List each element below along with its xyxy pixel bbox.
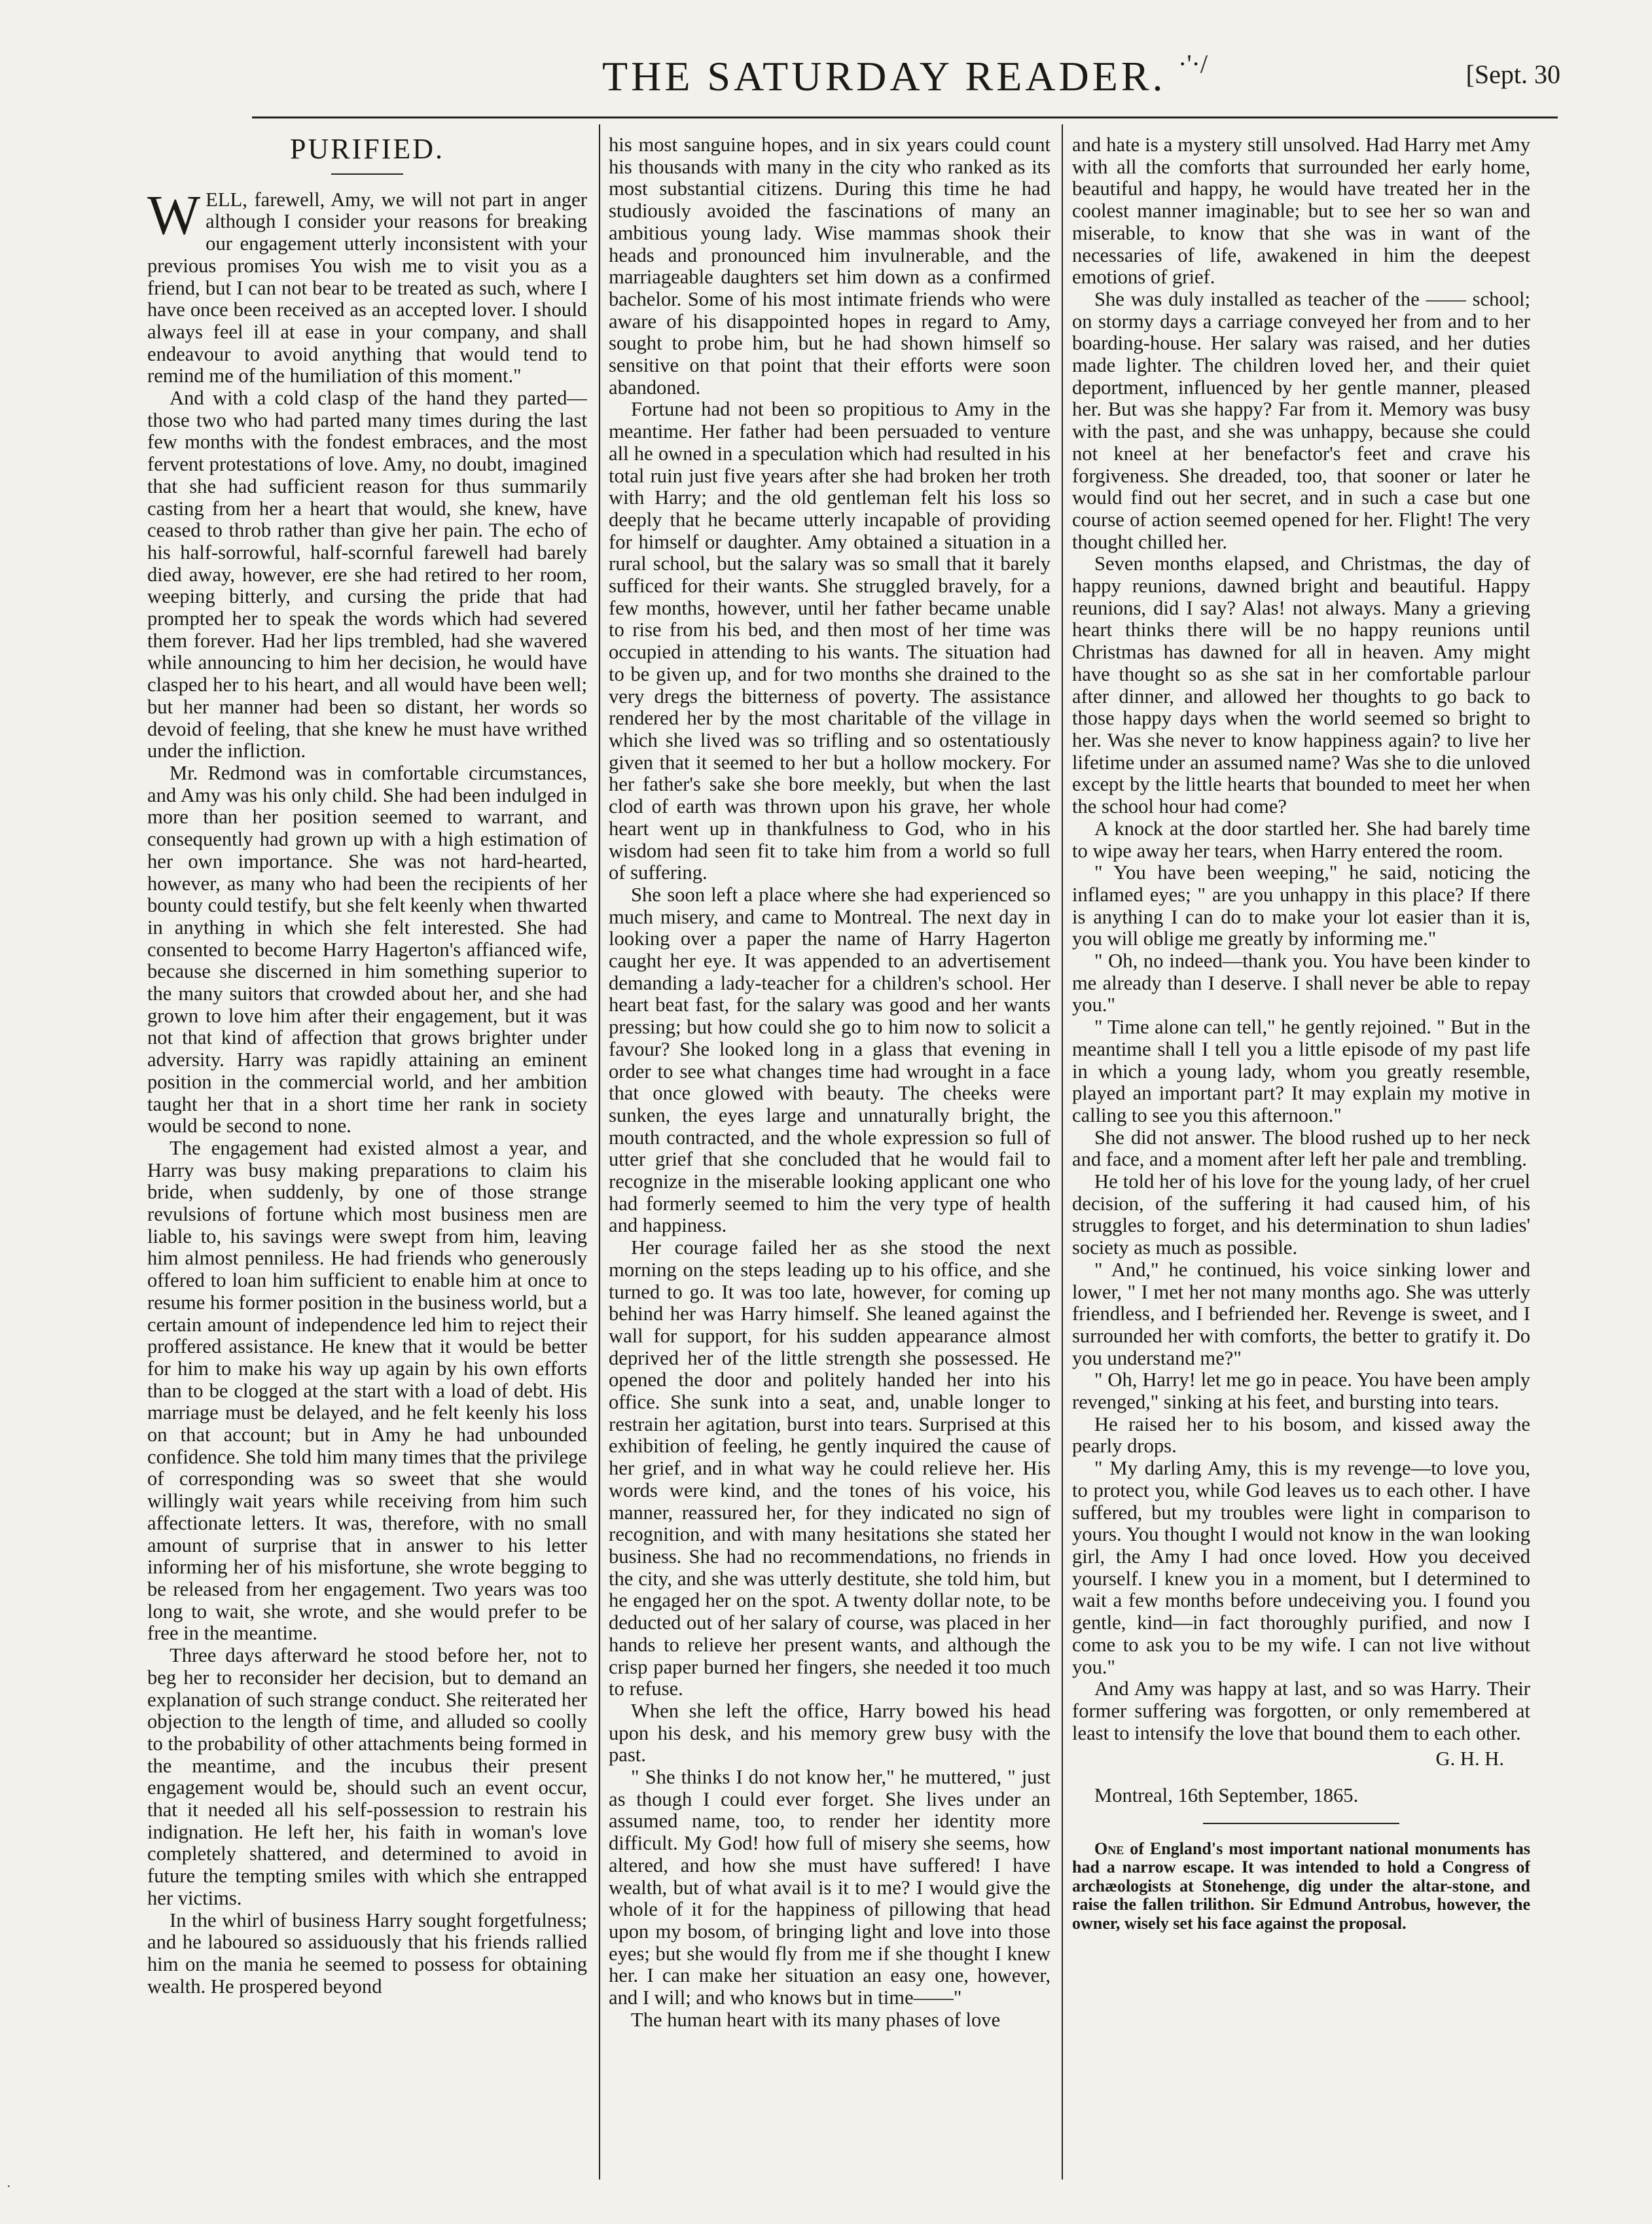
article-title: PURIFIED. — [289, 134, 445, 165]
paragraph: Three days afterward he stood before her, not to beg her to reconsider her decision, but to demand an explanation of such strange conduct. She reiterated her objection to the length of time, and alluded so coolly to the probability of other attachments being formed in the meantime, and the incubus their present engagement would be, should such an event occur, that it needed all his self-possession to restrain his indignation. He left her, his faith in woman's love completely shattered, and determined to avoid in future the tempting smiles with which she entrapped her victims. — [147, 1644, 587, 1909]
paragraph: " Oh, no indeed—thank you. You have been kinder to me already than I deserve. I shall never be able to repay you." — [1072, 950, 1530, 1016]
paragraph: When she left the office, Harry bowed his head upon his desk, and his memory grew busy with the past. — [609, 1699, 1050, 1767]
publication-title: THE SATURDAY READER. — [602, 53, 1166, 99]
paragraph: The engagement had existed almost a year, and Harry was busy making preparations to claim his bride, when suddenly, by one of those strange revulsions of fortune which most business men are liable to, his savings were swept from him, leaving him almost penniless. He had friends who generously offered to loan him sufficient to enable him at once to resume his former position in the business world, but a certain amount of independence led him to reject their proffered assistance. He knew that it would be better for him to make his way up again by his own efforts than to be clogged at the start with a load of debt. His marriage must be delayed, and he felt keenly his loss on that account; but in Amy he had unbounded confidence. She told him many times that the privilege of corresponding was so sweet that she would willingly wait years while receiving from him such affectionate letters. It was, therefore, with no small amount of surprise that in answer to his letter informing her of his misfortune, she wrote begging to be released from her engagement. Two years was too long to wait, she wrote, and she would prefer to be free in the meantime. — [147, 1136, 587, 1645]
paragraph: In the whirl of business Harry sought forgetfulness; and he laboured so assiduously that his friends rallied him on the mania he seemed to possess for obtaining wealth. He prospered beyond — [147, 1909, 587, 1998]
news-text: of England's most important national monuments has had a narrow escape. It was intended to hold a Congress of archæologists at Stonehenge, dig under the altar-stone, and raise the fallen trilithon. Sir Edmund Antrobus, however, the owner, wisely set his face against the proposal. — [1072, 1838, 1530, 1933]
paragraph: The human heart with its many phases of love — [631, 2008, 1001, 2031]
paragraph: " She thinks I do not know her," he muttered, " just as though I could ever forget. She lives under an assumed name, too, to render her identity more difficult. My God! how full of misery she seems, how altered, and how she must have suffered! I have wealth, but of what avail is it to me? I would give the whole of it for the happiness of pillowing that head upon my bosom, of bringing light and love into those eyes; but she would fly from me if she thought I knew her. I can make her situation an easy one, however, and I will; and who knows but in time——" — [609, 1766, 1050, 2009]
paragraph: " And," he continued, his voice sinking lower and lower, " I met her not many months ago. She was utterly friendless, and I befriended her. Revenge is sweet, and I surrounded her with comforts, the better to gratify it. Do you understand me?" — [1072, 1258, 1530, 1369]
paragraph: and hate is a mystery still unsolved. Had Harry met Amy with all the comforts that surrounded her early home, beautiful and happy, he would have treated her in the coolest manner imaginable; but to see her so wan and miserable, to know that she was in want of the necessaries of life, awakened in him the deepest emotions of grief. — [1072, 134, 1530, 289]
paragraph: Mr. Redmond was in comfortable circumstances, and Amy was his only child. She had been indulged in more than her position seemed to warrant, and consequently had grown up with a high estimation of her own importance. She was not hard-hearted, however, as many who had been the recipients of her bounty could testify, but she felt keenly when thwarted in anything in which she felt interested. She had consented to become Harry Hagerton's affianced wife, because she discerned in him something superior to the many suitors that crowded about her, and she had grown to love him after their engagement, but it was not that kind of affection that grows brighter under adversity. Harry was rapidly attaining an eminent position in the commercial world, and her ambition taught her that in a short time her rank in society would be second to none. — [147, 761, 587, 1138]
column-3 — [1072, 134, 1530, 2176]
column-2 — [609, 134, 1050, 2176]
paragraph: And with a cold clasp of the hand they parted—those two who had parted many times during the last few months with the fondest embraces, and the most fervent protestations of love. Amy, no doubt, imagined that she had sufficient reason for thus summarily casting from her a heart that would, she knew, have ceased to throb rather than give her pain. The echo of his half-sorrowful, half-scornful farewell had barely died away, however, ere she had retired to her room, weeping bitterly, and cursing the pride that had prompted her to speak the words which had severed them forever. Had her lips trembled, had she wavered while announcing to him her decision, he would have clasped her to his heart, and all would have been well; but her manner had been so distant, her words so devoid of feeling, that she knew he must have writhed under the infliction. — [147, 387, 587, 762]
drop-cap: W — [147, 183, 201, 246]
ink-mark: ·'·/ — [1178, 49, 1208, 79]
paragraph: And Amy was happy at last, and so was Harry. Their former suffering was forgotten, or only remembered at least to intensify the love that bound them to each other. — [1072, 1677, 1530, 1744]
column-1 — [147, 134, 587, 2176]
column-rule-1 — [599, 124, 600, 2179]
news-lead: One — [1094, 1838, 1124, 1858]
paragraph: She did not answer. The blood rushed up to her neck and face, and a moment after left her pale and trembling. — [1072, 1126, 1530, 1171]
title-rule — [331, 173, 403, 175]
paragraph: WELL, farewell, Amy, we will not part in anger although I consider your reasons for breaking our engagement utterly inconsistent with your previous promises You wish me to visit you as a friend, but I can not bear to be treated as such, where I have once been received as an accepted lover. I should always feel ill at ease in your company, and shall endeavour to avoid anything that would tend to remind me of the humiliation of this moment." — [147, 183, 587, 387]
page-header — [249, 24, 1560, 99]
section-rule — [1203, 1823, 1399, 1824]
paragraph: Fortune had not been so propitious to Amy in the meantime. Her father had been persuaded to venture all he owned in a speculation which had resulted in his total ruin just five years after she had broken her troth with Harry; and the old gentleman felt his loss so deeply that he became utterly incapable of providing for himself or daughter. Amy obtained a situation in a rural school, but the salary was so small that it barely sufficed for their wants. She struggled bravely, for a few months, however, until her father became unable to rise from his bed, and then most of her time was occupied in attending to his wants. The situation had to be given up, and for two months she drained to the very dregs the bitterness of poverty. The assistance rendered her by the most charitable of the village in which she lived was so trifling and so ostentatiously given that it seemed to her but a hollow mockery. For her father's sake she bore meekly, but when the last clod of earth was thrown upon his grave, her whole heart went up in thankfulness to God, who in his wisdom had seen fit to take him from a world so full of suffering. — [609, 398, 1050, 884]
paragraph: He told her of his love for the young lady, of her cruel decision, of the suffering it had caused him, of his struggles to forget, and his determination to shun ladies' society as much as possible. — [1072, 1170, 1530, 1259]
news-item — [1072, 1840, 1530, 1933]
paragraph: She was duly installed as teacher of the —— school; on stormy days a carriage conveyed her from and to her boarding-house. Her salary was raised, and her duties made lighter. The children loved her, and their quiet deportment, influenced by her gentle manner, pleased her. But was she happy? Far from it. Memory was busy with the past, and she was unhappy, because she could not kneel at her benefactor's feet and crave his forgiveness. She dreaded, too, that sooner or later he would find out her secret, and in such a case but one course of action seemed opened for her. Flight! The very thought chilled her. — [1072, 287, 1530, 553]
paragraph: " Time alone can tell," he gently rejoined. " But in the meantime shall I tell you a little episode of my past life in which a young lady, whom you greatly resemble, played an important part? It may explain my motive in calling to see you this afternoon." — [1072, 1016, 1530, 1126]
paragraph: She soon left a place where she had experienced so much misery, and came to Montreal. The next day in looking over a paper the name of Harry Hagerton caught her eye. It was appended to an advertisement demanding a lady-teacher for a children's school. Her heart beat fast, for the salary was good and her wants pressing; but how could she go to him now to solicit a favour? She looked long in a glass that evening in order to see what changes time had wrought in a face that once glowed with beauty. The cheeks were sunken, the eyes large and unnaturally bright, the mouth contracted, and the whole expression so full of utter grief that she concluded that he would fail to recognize in the miserable looking applicant one who had formerly seemed to him the very type of health and happiness. — [609, 883, 1050, 1237]
author-signature: G. H. H. — [1435, 1748, 1504, 1770]
page-speck: · — [7, 2179, 11, 2194]
column-rule-2 — [1062, 124, 1063, 2179]
issue-date: [Sept. 30 — [1465, 60, 1560, 89]
paragraph: " Oh, Harry! let me go in peace. You have been amply revenged," sinking at his feet, and bursting into tears. — [1072, 1369, 1530, 1414]
paragraph: A knock at the door startled her. She had barely time to wipe away her tears, when Harry entered the room. — [1072, 817, 1530, 862]
paragraph: Her courage failed her as she stood the next morning on the steps leading up to his office, and she turned to go. It was too late, however, for coming up behind her was Harry himself. She leaned against the wall for support, for his sudden appearance almost deprived her of the little strength she possessed. He opened the door and politely handed her into his office. She sunk into a seat, and, unable longer to restrain her agitation, burst into tears. Surprised at this exhibition of feeling, he gently inquired the cause of her grief, and in what way he could relieve her. His words were kind, and the tones of his voice, his manner, reassured her, for they indicated no sign of recognition, and with many hesitations she stated her business. She had no recommendations, no friends in the city, and she was utterly destitute, she told him, but he engaged her on the spot. A twenty dollar note, to be deducted out of her salary of course, was placed in her hands to relieve her present wants, and although the crisp paper burned her fingers, she needed it too much to refuse. — [609, 1236, 1050, 1700]
paragraph: his most sanguine hopes, and in six years could count his thousands with many in the city who ranked as its most substantial citizens. During this time he had studiously avoided the fascinations of many an ambitious young lady. Wise mammas shook their heads and pronounced him invulnerable, and the marriageable daughters set him down as a confirmed bachelor. Some of his most intimate friends who were aware of his disappointed hopes in regard to Amy, sought to probe him, but he had shown himself so sensitive on that point that their efforts were soon abandoned. — [609, 134, 1050, 399]
paragraph: " You have been weeping," he said, noticing the inflamed eyes; " are you unhappy in this place? If there is anything I can do to make your lot easier than it is, you will oblige me greatly by informing me." — [1072, 861, 1530, 950]
header-rule — [252, 117, 1558, 118]
dateline: Montreal, 16th September, 1865. — [1094, 1784, 1359, 1807]
paragraph: He raised her to his bosom, and kissed away the pearly drops. — [1072, 1412, 1530, 1458]
paragraph: " My darling Amy, this is my revenge—to love you, to protect you, while God leaves us to each other. I have suffered, but my troubles were light in comparison to yours. You thought I would not know in the wan looking girl, the Amy I had once loved. How you deceived yourself. I knew you in a moment, but I determined to wait a few months before undeceiving you. I found you gentle, kind—in fact thoroughly purified, and now I come to ask you to be my wife. I can not live without you." — [1072, 1457, 1530, 1678]
paragraph: Seven months elapsed, and Christmas, the day of happy reunions, dawned bright and beautiful. Happy reunions, did I say? Alas! not always. Many a grieving heart thinks there will be no happy reunions until Christmas has dawned for all in heaven. Amy might have thought so as she sat in her comfortable parlour after dinner, and allowed her thoughts to go back to those happy days when the world seemed so bright to her. Was she never to know happiness again? to live her lifetime under an assumed name? Was she to die unloved except by the little hearts that bounded to meet her when the school hour had come? — [1072, 552, 1530, 818]
